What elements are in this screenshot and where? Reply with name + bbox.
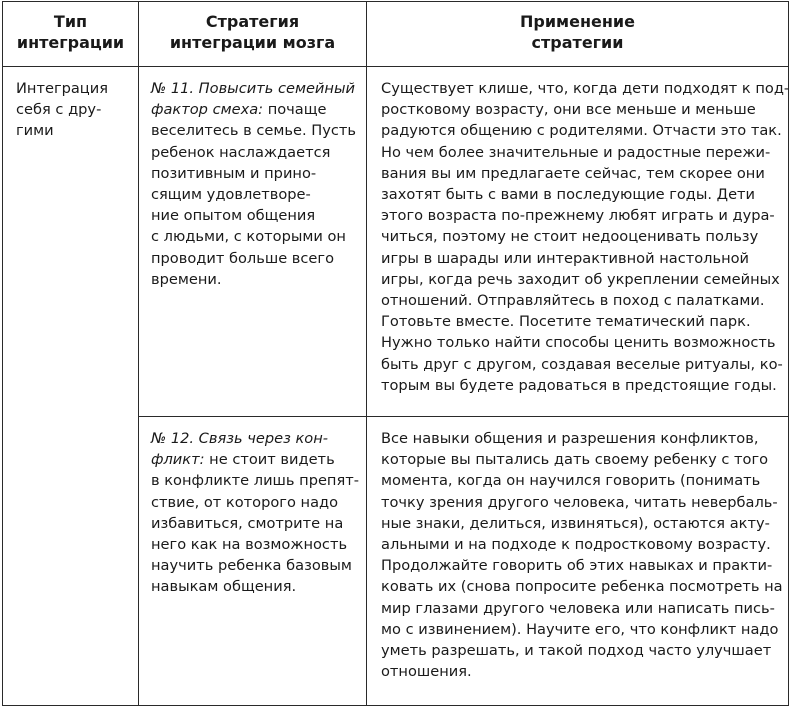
integration-type-cell	[3, 67, 139, 706]
strategy-11-text: ребенок наслаждается	[151, 143, 331, 161]
header-application	[367, 2, 789, 67]
header-text: интеграции мозга	[169, 33, 336, 52]
strategy-12-text: навыкам общения.	[151, 578, 297, 596]
header-text: Стратегия	[205, 12, 300, 31]
application-11-text: ростковому возрасту, они все меньше и меньше	[381, 101, 756, 119]
application-12-text: точку зрения другого человека, читать невербаль-	[381, 493, 778, 511]
strategy-12-text: ствие, от которого надо	[151, 493, 339, 511]
strategy-12-title: № 12. Связь через кон-	[151, 430, 329, 447]
strategy-12-text: в конфликте лишь препят-	[151, 472, 360, 490]
application-12-text: отношения.	[381, 663, 472, 681]
strategy-11-text: с людьми, с которыми он	[151, 228, 346, 246]
strategy-12-cell	[139, 417, 367, 706]
application-12-text: Продолжайте говорить об этих навыках и практи-	[381, 557, 773, 575]
header-brain-strategy	[139, 2, 367, 67]
strategy-11-text: времени.	[151, 270, 222, 288]
header-text: Тип	[53, 12, 88, 31]
application-12-text: момента, когда он научился говорить (понимать	[381, 472, 761, 490]
integration-strategies-table	[2, 1, 789, 706]
application-12-text: уметь разрешать, и такой подход часто улучшает	[381, 642, 772, 660]
header-integration-type	[3, 2, 139, 67]
application-11-text: игры, когда речь заходит об укреплении семейных	[381, 270, 780, 288]
integration-type-text: гими	[16, 122, 54, 140]
strategy-12-text: избавиться, смотрите на	[151, 514, 344, 532]
application-11-text: читься, поэтому не стоит недооценивать пользу	[381, 228, 759, 246]
strategy-11-text: веселитесь в семье. Пусть	[151, 122, 356, 140]
integration-type-text: себя с дру-	[16, 101, 102, 119]
application-12-text: которые вы пытались дать своему ребенку с того	[381, 451, 769, 469]
application-11-text: Существует клише, что, когда дети подходят к под-	[381, 80, 790, 97]
strategy-12-text: научить ребенка базовым	[151, 557, 352, 575]
table-row	[3, 67, 789, 417]
application-11-text: радуются общению с родителями. Отчасти это так.	[381, 122, 782, 140]
header-text: Применение	[519, 12, 635, 31]
strategy-11-title: фактор смеха:	[151, 101, 264, 119]
application-11-text: этого возраста по-прежнему любят играть и дура-	[381, 207, 775, 225]
strategy-11-text: позитивным и прино-	[151, 164, 317, 182]
application-12-text: мо с извинением). Научите его, что конфликт надо	[381, 620, 779, 638]
application-12-text: Все навыки общения и разрешения конфликтов,	[381, 430, 759, 447]
application-11-text: торым вы будете радоваться в предстоящие годы.	[381, 376, 777, 394]
strategy-12-text: него как на возможность	[151, 536, 348, 554]
strategy-11-cell	[139, 67, 367, 417]
integration-type-text: Интеграция	[16, 80, 109, 97]
header-text: стратегии	[531, 33, 624, 52]
application-11-text: Нужно только найти способы ценить возможность	[381, 334, 776, 352]
strategy-11-text: почаще	[263, 101, 327, 119]
application-12-text: альными и на подходе к подростковому возрасту.	[381, 536, 771, 554]
application-12-text: мир глазами другого человека или написать пись-	[381, 599, 775, 617]
application-11-text: игры в шарады или интерактивной настольной	[381, 249, 750, 267]
strategy-11-text: проводит больше всего	[151, 249, 335, 267]
strategy-12-text: не стоит видеть	[204, 451, 335, 469]
application-12-text: ковать их (снова попросите ребенка посмотреть на	[381, 578, 783, 596]
application-11-text: захотят быть с вами в последующие годы. Дети	[381, 186, 756, 204]
application-11-text: быть друг с другом, создавая веселые ритуалы, ко-	[381, 355, 783, 373]
application-11-text: Готовьте вместе. Посетите тематический парк.	[381, 313, 751, 331]
application-11-cell	[367, 67, 789, 417]
header-text: интеграции	[16, 33, 125, 52]
application-11-text: Но чем более значительные и радостные пережи-	[381, 143, 771, 161]
table-header-row	[3, 2, 789, 67]
strategy-12-title: фликт:	[151, 451, 205, 469]
application-12-cell	[367, 417, 789, 706]
strategy-11-text: ние опытом общения	[151, 207, 316, 225]
application-11-text: отношений. Отправляйтесь в поход с палатками.	[381, 292, 765, 310]
application-12-text: ные знаки, делиться, извиняться), остаются акту-	[381, 514, 770, 532]
strategy-11-title: № 11. Повысить семейный	[151, 80, 355, 97]
application-11-text: вания вы им предлагаете сейчас, тем скорее они	[381, 164, 765, 182]
strategy-11-text: сящим удовлетворе-	[151, 186, 311, 204]
